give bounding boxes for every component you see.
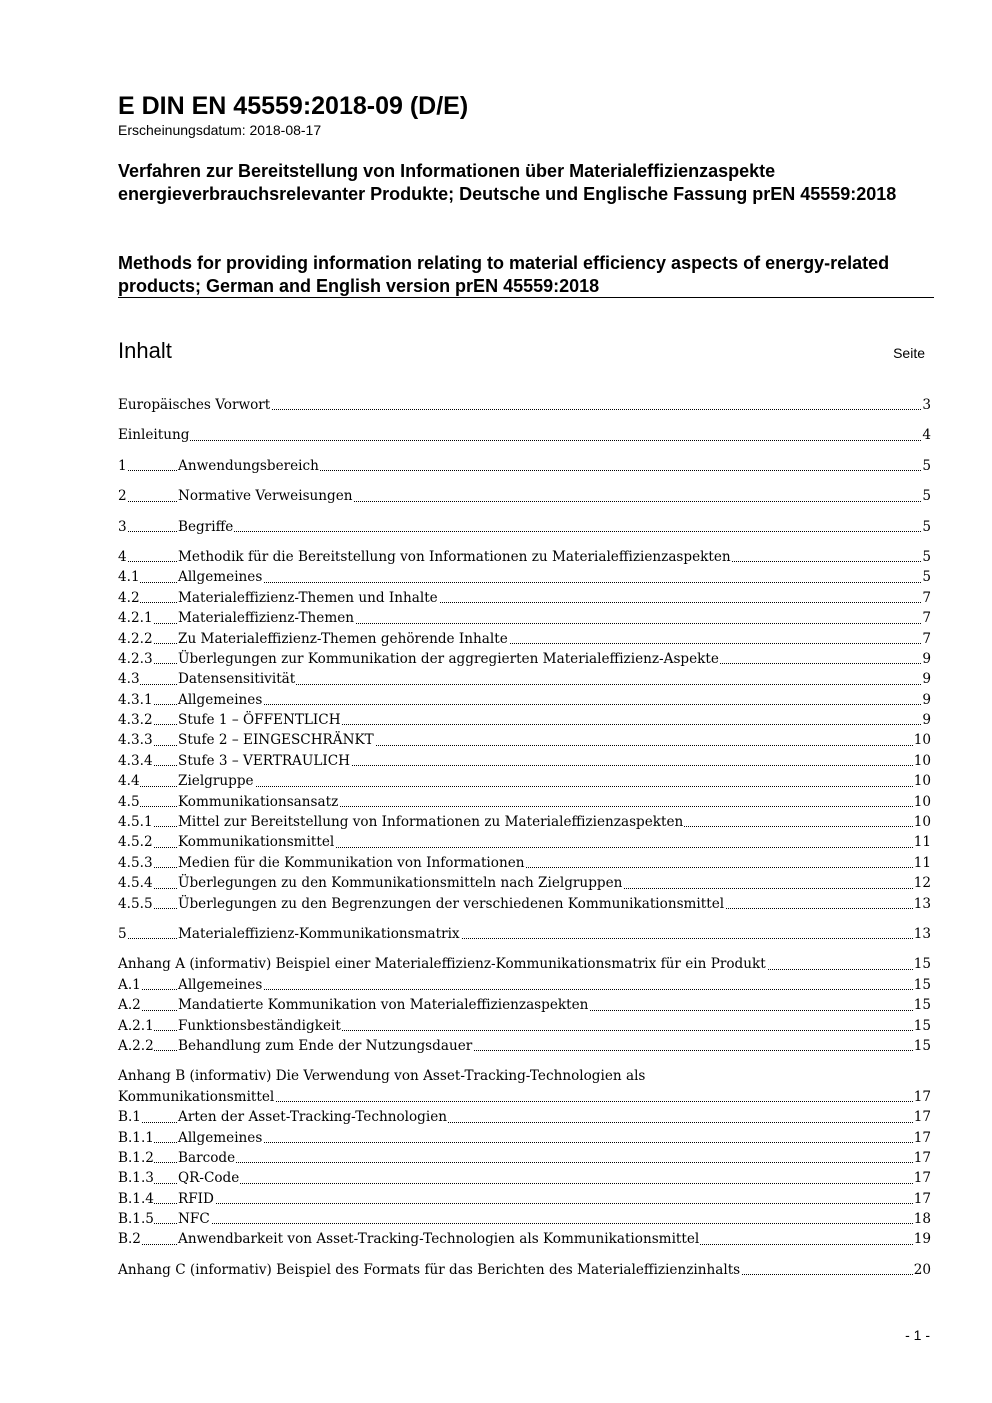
toc-entry[interactable] (118, 1066, 931, 1107)
toc-entry-title: Anhang B (informativ) Die Verwendung von Asset-Tracking-Technologien als (118, 1068, 646, 1085)
toc-entry-title: Kommunikationsansatz (178, 792, 339, 812)
toc-entry-title-continued: Kommunikationsmittel (118, 1088, 275, 1105)
toc-entry-page: 11 (913, 832, 931, 852)
toc-entry[interactable] (118, 1016, 931, 1036)
toc-entry[interactable] (118, 873, 931, 893)
toc-entry-title: Allgemeines (178, 690, 263, 710)
toc-entry[interactable] (118, 456, 931, 476)
toc-entry[interactable] (118, 975, 931, 995)
toc-entry-page: 5 (921, 486, 931, 506)
toc-entry-title-block (118, 1066, 819, 1107)
toc-entry-number: 4.2.2 (118, 629, 153, 649)
toc-entry-number: B.1.5 (118, 1209, 154, 1229)
toc-entry-page: 4 (921, 425, 931, 445)
toc-entry[interactable] (118, 1189, 931, 1209)
toc-entry-page: 17 (913, 1087, 931, 1107)
toc-entry-title: Begriffe (178, 517, 234, 537)
toc-entry-page: 17 (913, 1107, 931, 1127)
toc-entry-number: A.2.2 (118, 1036, 154, 1056)
toc-entry[interactable] (118, 894, 931, 914)
toc-entry-title: Anwendungsbereich (178, 456, 320, 476)
toc-entry-page: 5 (921, 547, 931, 567)
toc-entry-number: B.1.3 (118, 1168, 154, 1188)
toc-entry-title: Methodik für die Bereitstellung von Informationen zu Materialeffizienzaspekten (178, 547, 732, 567)
toc-entry[interactable] (118, 649, 931, 669)
toc-entry-number: 4 (118, 547, 127, 567)
toc-entry-page: 17 (913, 1189, 931, 1209)
toc-entry-title: Einleitung (118, 425, 190, 445)
toc-entry-number: 2 (118, 486, 127, 506)
toc-entry-page: 5 (921, 517, 931, 537)
publication-date: Erscheinungsdatum: 2018-08-17 (118, 122, 322, 138)
toc-entry-page: 10 (913, 751, 931, 771)
toc-entry-page: 7 (921, 629, 931, 649)
toc-entry[interactable] (118, 995, 931, 1015)
toc-entry-title: Überlegungen zur Kommunikation der aggregierten Materialeffizienz-Aspekte (178, 649, 720, 669)
toc-entry-title: NFC (178, 1209, 211, 1229)
toc-entry-page: 5 (921, 456, 931, 476)
toc-entry[interactable] (118, 1036, 931, 1056)
toc-entry-title: Überlegungen zu den Kommunikationsmitteln nach Zielgruppen (178, 873, 623, 893)
toc-entry-number: 4.3 (118, 669, 140, 689)
toc-entry-page: 9 (921, 669, 931, 689)
toc-entry[interactable] (118, 812, 931, 832)
toc-entry-number: 4.5 (118, 792, 140, 812)
toc-entry-number: 4.3.2 (118, 710, 153, 730)
toc-entry-number: 4.3.3 (118, 730, 153, 750)
title-divider (118, 297, 934, 298)
toc-entry-page: 15 (913, 954, 931, 974)
toc-entry[interactable] (118, 1148, 931, 1168)
toc-entry-number: 4.3.1 (118, 690, 153, 710)
toc-entry-number: B.1.2 (118, 1148, 154, 1168)
toc-entry[interactable] (118, 710, 931, 730)
title-english: Methods for providing information relating to material efficiency aspects of energy-related products; German and English version prEN 45559:2018 (118, 253, 890, 296)
toc-entry-title: Mittel zur Bereitstellung von Informationen zu Materialeffizienzaspekten (178, 812, 684, 832)
toc-entry-title: Allgemeines (178, 975, 263, 995)
table-of-contents (118, 395, 931, 1280)
toc-entry-number: B.1.4 (118, 1189, 154, 1209)
toc-entry-number: A.2.1 (118, 1016, 154, 1036)
toc-entry-number: A.1 (118, 975, 141, 995)
toc-entry[interactable] (118, 730, 931, 750)
toc-entry-number: B.1 (118, 1107, 141, 1127)
toc-entry-title: Zu Materialeffizienz-Themen gehörende Inhalte (178, 629, 509, 649)
toc-page-column-label: Seite (893, 345, 925, 361)
toc-entry[interactable] (118, 1260, 931, 1280)
document-id: E DIN EN 45559:2018-09 (D/E) (118, 92, 469, 120)
toc-entry-title: Allgemeines (178, 567, 263, 587)
toc-entry[interactable] (118, 517, 931, 537)
toc-entry[interactable] (118, 547, 931, 567)
toc-entry-page: 3 (921, 395, 931, 415)
toc-entry-title: Anwendbarkeit von Asset-Tracking-Technologien als Kommunikationsmittel (178, 1229, 700, 1249)
toc-entry-number: 1 (118, 456, 127, 476)
toc-entry[interactable] (118, 1209, 931, 1229)
toc-entry-page: 17 (913, 1168, 931, 1188)
toc-entry-number: 4.5.2 (118, 832, 153, 852)
toc-entry-number: 4.5.3 (118, 853, 153, 873)
toc-entry-page: 18 (913, 1209, 931, 1229)
toc-entry-number: 4.4 (118, 771, 140, 791)
title-german: Verfahren zur Bereitstellung von Informationen über Materialeffizienzaspekte energieverbrauchsrelevanter Produkte; Deutsche und Englische Fassung prEN 45559:2018 (118, 161, 897, 204)
toc-entry-page: 7 (921, 588, 931, 608)
toc-entry-number: 4.1 (118, 567, 140, 587)
toc-entry[interactable] (118, 425, 931, 445)
toc-entry[interactable] (118, 1107, 931, 1127)
toc-entry-title: Stufe 2 – EINGESCHRÄNKT (178, 730, 375, 750)
toc-entry-page: 17 (913, 1148, 931, 1168)
toc-entry[interactable] (118, 395, 931, 415)
toc-entry[interactable] (118, 1168, 931, 1188)
toc-entry-page: 10 (913, 812, 931, 832)
toc-heading: Inhalt (118, 338, 172, 363)
toc-entry-number: 4.5.1 (118, 812, 153, 832)
toc-entry-title: Materialeffizienz-Kommunikationsmatrix (178, 924, 461, 944)
toc-entry-title: Allgemeines (178, 1128, 263, 1148)
toc-entry[interactable] (118, 832, 931, 852)
toc-entry-page: 10 (913, 792, 931, 812)
toc-entry[interactable] (118, 853, 931, 873)
toc-entry-page: 17 (913, 1128, 931, 1148)
toc-entry-title: Normative Verweisungen (178, 486, 354, 506)
toc-entry-page: 15 (913, 1016, 931, 1036)
toc-entry-number: 4.5.4 (118, 873, 153, 893)
toc-entry-title: Kommunikationsmittel (178, 832, 335, 852)
toc-entry-title: Materialeffizienz-Themen und Inhalte (178, 588, 439, 608)
toc-entry-page: 9 (921, 710, 931, 730)
toc-entry-number: 4.2.3 (118, 649, 153, 669)
toc-entry-page: 20 (913, 1260, 931, 1280)
toc-entry-title: Stufe 1 – ÖFFENTLICH (178, 710, 342, 730)
toc-entry-number: 3 (118, 517, 127, 537)
toc-entry[interactable] (118, 588, 931, 608)
toc-entry[interactable] (118, 486, 931, 506)
toc-entry-page: 7 (921, 608, 931, 628)
toc-entry-page: 15 (913, 1036, 931, 1056)
toc-entry-title: QR-Code (178, 1168, 240, 1188)
toc-entry-page: 11 (913, 853, 931, 873)
toc-entry-page: 15 (913, 975, 931, 995)
toc-entry-title: Mandatierte Kommunikation von Materialeffizienzaspekten (178, 995, 589, 1015)
toc-entry[interactable] (118, 771, 931, 791)
toc-entry-page: 9 (921, 649, 931, 669)
toc-entry-number: 4.2 (118, 588, 140, 608)
toc-entry-number: 4.3.4 (118, 751, 153, 771)
toc-entry-title: Arten der Asset-Tracking-Technologien (178, 1107, 448, 1127)
toc-entry[interactable] (118, 924, 931, 944)
toc-entry[interactable] (118, 629, 931, 649)
toc-entry[interactable] (118, 751, 931, 771)
toc-entry-title: Anhang A (informativ) Beispiel einer Materialeffizienz-Kommunikationsmatrix für ein Produkt (118, 954, 767, 974)
toc-entry-title: Barcode (178, 1148, 236, 1168)
toc-entry-page: 15 (913, 995, 931, 1015)
toc-entry[interactable] (118, 954, 931, 974)
toc-entry-number: 5 (118, 924, 127, 944)
toc-entry-page: 13 (913, 894, 931, 914)
toc-entry-number: B.2 (118, 1229, 141, 1249)
toc-entry-title: Anhang C (informativ) Beispiel des Formats für das Berichten des Materialeffizienzinhalts (118, 1260, 741, 1280)
page-number: - 1 - (905, 1327, 930, 1343)
toc-entry-title: Datensensitivität (178, 669, 296, 689)
toc-entry-title: Zielgruppe (178, 771, 255, 791)
toc-entry-title: Materialeffizienz-Themen (178, 608, 355, 628)
toc-entry[interactable] (118, 567, 931, 587)
toc-entry-number: B.1.1 (118, 1128, 154, 1148)
toc-entry-number: A.2 (118, 995, 141, 1015)
toc-entry-page: 12 (913, 873, 931, 893)
toc-entry[interactable] (118, 608, 931, 628)
toc-entry[interactable] (118, 1128, 931, 1148)
toc-entry-title: Stufe 3 – VERTRAULICH (178, 751, 351, 771)
toc-entry[interactable] (118, 690, 931, 710)
toc-entry-page: 10 (913, 730, 931, 750)
toc-entry-number: 4.2.1 (118, 608, 153, 628)
toc-entry-page: 5 (921, 567, 931, 587)
toc-entry-page: 10 (913, 771, 931, 791)
toc-entry-page: 19 (913, 1229, 931, 1249)
toc-entry-title: Überlegungen zu den Begrenzungen der verschiedenen Kommunikationsmittel (178, 894, 725, 914)
toc-entry-title: Europäisches Vorwort (118, 395, 271, 415)
toc-entry[interactable] (118, 1229, 931, 1249)
toc-entry-title: RFID (178, 1189, 215, 1209)
toc-entry-title: Behandlung zum Ende der Nutzungsdauer (178, 1036, 473, 1056)
toc-entry-number: 4.5.5 (118, 894, 153, 914)
toc-entry[interactable] (118, 792, 931, 812)
toc-entry-title: Medien für die Kommunikation von Informationen (178, 853, 526, 873)
toc-entry-page: 9 (921, 690, 931, 710)
toc-entry-title: Funktionsbeständigkeit (178, 1016, 342, 1036)
toc-entry-page: 13 (913, 924, 931, 944)
toc-entry[interactable] (118, 669, 931, 689)
